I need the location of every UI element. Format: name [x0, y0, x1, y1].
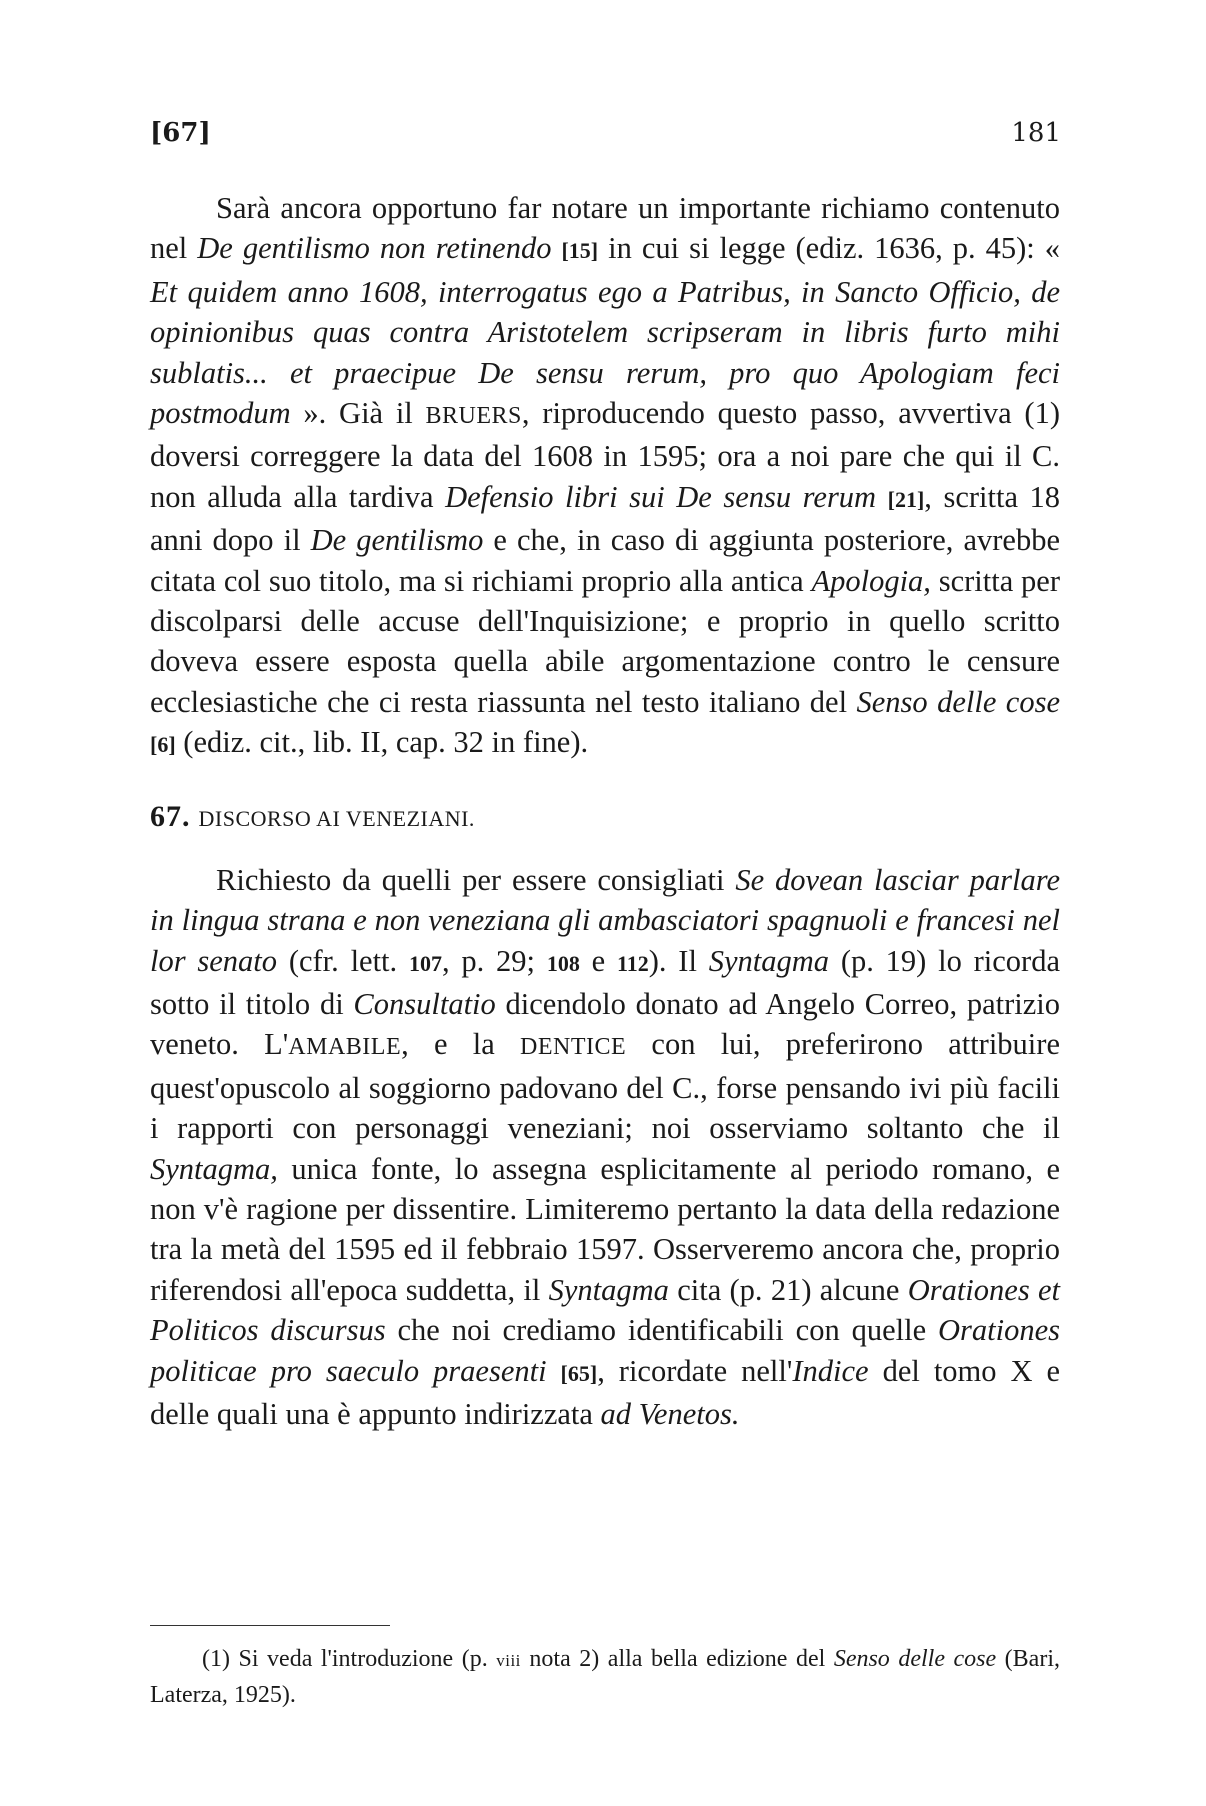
author-name: BRUERS	[425, 403, 522, 430]
cross-reference: [65]	[560, 1360, 598, 1386]
section-heading	[150, 800, 1060, 836]
text-run: , p. 29;	[441, 943, 547, 978]
work-title: Apologia,	[811, 563, 931, 598]
roman-numeral: viii	[496, 1651, 521, 1670]
text-run: del tomo X e delle quali una è appunto indirizzata	[150, 1353, 1061, 1431]
cross-reference: [15]	[561, 238, 599, 264]
work-title: ad Venetos.	[600, 1396, 740, 1431]
page-header	[150, 118, 1061, 154]
text-run: Sarà ancora opportuno far notare un importante richiamo contenuto nel	[150, 191, 1060, 266]
text-run: , scritta 18 anni dopo il	[150, 479, 1061, 558]
paragraph-discorso	[150, 860, 1060, 1435]
text-run: in cui si legge (ediz. 1636, p. 45): «	[598, 231, 1061, 266]
work-title: De gentilismo	[310, 523, 484, 558]
text-run: e	[579, 943, 617, 978]
work-title: De gentilismo non retinendo	[197, 231, 552, 266]
author-name: AMABILE	[288, 1034, 402, 1061]
author-name: DENTICE	[520, 1034, 627, 1061]
section-number: 67.	[150, 799, 191, 833]
footnote	[150, 1642, 1060, 1712]
text-run: Richiesto da quelli per essere consigliati	[216, 862, 736, 897]
text-run: (ediz. cit., lib. II, cap. 32 in fine).	[175, 725, 589, 760]
text-run: (1) Si veda l'introduzione (p.	[202, 1646, 497, 1672]
text-run: nota 2) alla bella edizione del	[520, 1646, 834, 1672]
page-body	[150, 188, 1060, 1434]
text-run: cita (p. 21) alcune	[668, 1272, 908, 1307]
text-run: (cfr. lett.	[277, 943, 409, 978]
text-run: , ricordate nell'	[597, 1353, 793, 1388]
text-run: unica fonte, lo assegna esplicitamente al periodo romano, e non v'è ragione per dissentire. Limiteremo pertanto la data della redazione tra la metà del 1595 ed il febbraio 1597. Osserveremo ancora che, proprio riferendosi all'epoca suddetta, il	[150, 1151, 1060, 1307]
text-run: ». Già il	[290, 396, 426, 431]
work-title: Indice	[792, 1353, 869, 1388]
text-run: (p. 19) lo ricorda sotto il titolo di	[150, 943, 1060, 1021]
latin-quotation: Et quidem anno 1608, interrogatus ego a Patribus, in Sancto Officio, de opinionibus quas contra Aristotelem scripseram in libris furto mihi sublatis... et praecipue De sensu rerum, pro quo Apologiam feci postmodum	[150, 274, 1060, 431]
text-run: ). Il	[648, 943, 709, 978]
work-title: Senso delle cose	[856, 684, 1060, 719]
text-run: e che, in caso di aggiunta posteriore, avrebbe citata col suo titolo, ma si richiami proprio alla antica	[150, 523, 1060, 598]
paragraph-intro	[150, 188, 1060, 766]
cross-reference: [21]	[887, 486, 925, 512]
page-number: 181	[1011, 118, 1061, 148]
work-title: Orationes et Politicos discursus	[150, 1272, 1060, 1348]
letter-reference: 107	[408, 950, 442, 976]
text-run: con lui, preferirono attribuire quest'opuscolo al soggiorno padovano del C., forse pensando ivi più facili i rapporti con personaggi veneziani; noi osserviamo soltanto che il	[150, 1027, 1060, 1146]
work-title: Defensio libri sui De sensu rerum	[445, 479, 877, 514]
work-title: Orationes politicae pro saeculo praesenti	[150, 1313, 1061, 1388]
text-run: , riproducendo questo passo, avvertiva (1) doversi correggere la data del 1608 in 1595; ora a noi pare che qui il C. non alluda alla tardiva	[150, 396, 1060, 514]
text-run: scritta per discolparsi delle accuse dell'Inquisizione; e proprio in quello scritto doveva essere esposta quella abile argomentazione contro le censure ecclesiastiche che ci resta riassunta nel testo italiano del	[150, 563, 1060, 719]
text-run: che noi crediamo identificabili con quelle	[385, 1313, 939, 1348]
letter-reference: 112	[616, 950, 649, 976]
work-title: Consultatio	[353, 986, 496, 1021]
work-title: Syntagma,	[150, 1151, 278, 1186]
footnote-divider	[150, 1625, 390, 1626]
text-run: , e la	[401, 1027, 521, 1062]
letter-reference: 108	[546, 950, 580, 976]
work-title: Syntagma	[708, 943, 830, 978]
quoted-title: Se dovean lasciar parlare in lingua strana e non veneziana gli ambasciatori spagnuoli e francesi nel lor senato	[150, 862, 1060, 978]
text-run: (Bari, Laterza, 1925).	[150, 1646, 1060, 1708]
section-title: DISCORSO AI VENEZIANI.	[198, 805, 475, 831]
text-run: dicendolo donato ad Angelo Correo, patrizio veneto. L'	[150, 986, 1060, 1062]
running-head: [67]	[150, 118, 211, 148]
work-title: Syntagma	[548, 1272, 669, 1307]
cross-reference: [6]	[150, 732, 176, 758]
work-title: Senso delle cose	[833, 1646, 997, 1672]
